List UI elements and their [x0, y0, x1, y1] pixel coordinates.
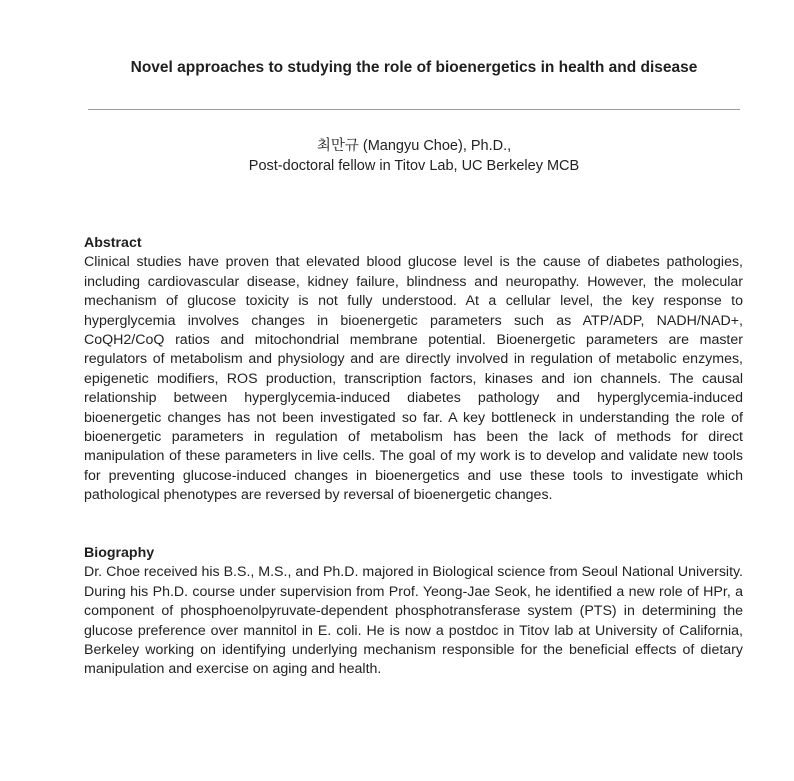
author-block — [0, 137, 794, 176]
author-name: 최만규 (Mangyu Choe), Ph.D., — [316, 138, 512, 154]
biography-heading: Biography — [84, 545, 155, 561]
page-title: Novel approaches to studying the role of bioenergetics in health and disease — [130, 59, 698, 76]
biography-body: Dr. Choe received his B.S., M.S., and Ph.D. majored in Biological science from Seoul National University. During his Ph.D. course under supervision from Prof. Yeong-Jae Seok, he identified a new role of HPr, a component of phosphoenolpyruvate-dependent phosphotransferase system (PTS) in determining the glucose preference over mannitol in E. coli. He is now a postdoc in Titov lab at University of California, Berkeley working on identifying underlying mechanism responsible for the beneficial effects of dietary manipulation and exercise on aging and health. — [84, 564, 743, 678]
author-affiliation: Post-doctoral fellow in Titov Lab, UC Berkeley MCB — [248, 157, 580, 174]
abstract-body: Clinical studies have proven that elevated blood glucose level is the cause of diabetes pathologies, including cardiovascular disease, kidney failure, blindness and neuropathy. However, the molecular mechanism of glucose toxicity is not fully understood. At a cellular level, the key response to hyperglycemia involves changes in bioenergetic parameters such as ATP/ADP, NADH/NAD+, CoQH2/CoQ ratios and mitochondrial membrane potential. Bioenergetic parameters are master regulators of metabolism and physiology and are directly involved in regulation of metabolic enzymes, epigenetic modifiers, ROS production, transcription factors, kinases and ion channels. The causal relationship between hyperglycemia-induced diabetes pathology and hyperglycemia-induced bioenergetic changes has not been investigated so far. A key bottleneck in understanding the role of bioenergetic parameters in regulation of metabolism has been the lack of methods for direct manipulation of these parameters in live cells. The goal of my work is to develop and validate new tools for preventing glucose-induced changes in bioenergetics and use these tools to investigate which pathological phenotypes are reversed by reversal of bioenergetic changes. — [84, 254, 743, 504]
title-divider — [88, 109, 740, 110]
abstract-section — [84, 234, 743, 506]
biography-section — [84, 544, 743, 680]
abstract-heading: Abstract — [84, 235, 142, 251]
